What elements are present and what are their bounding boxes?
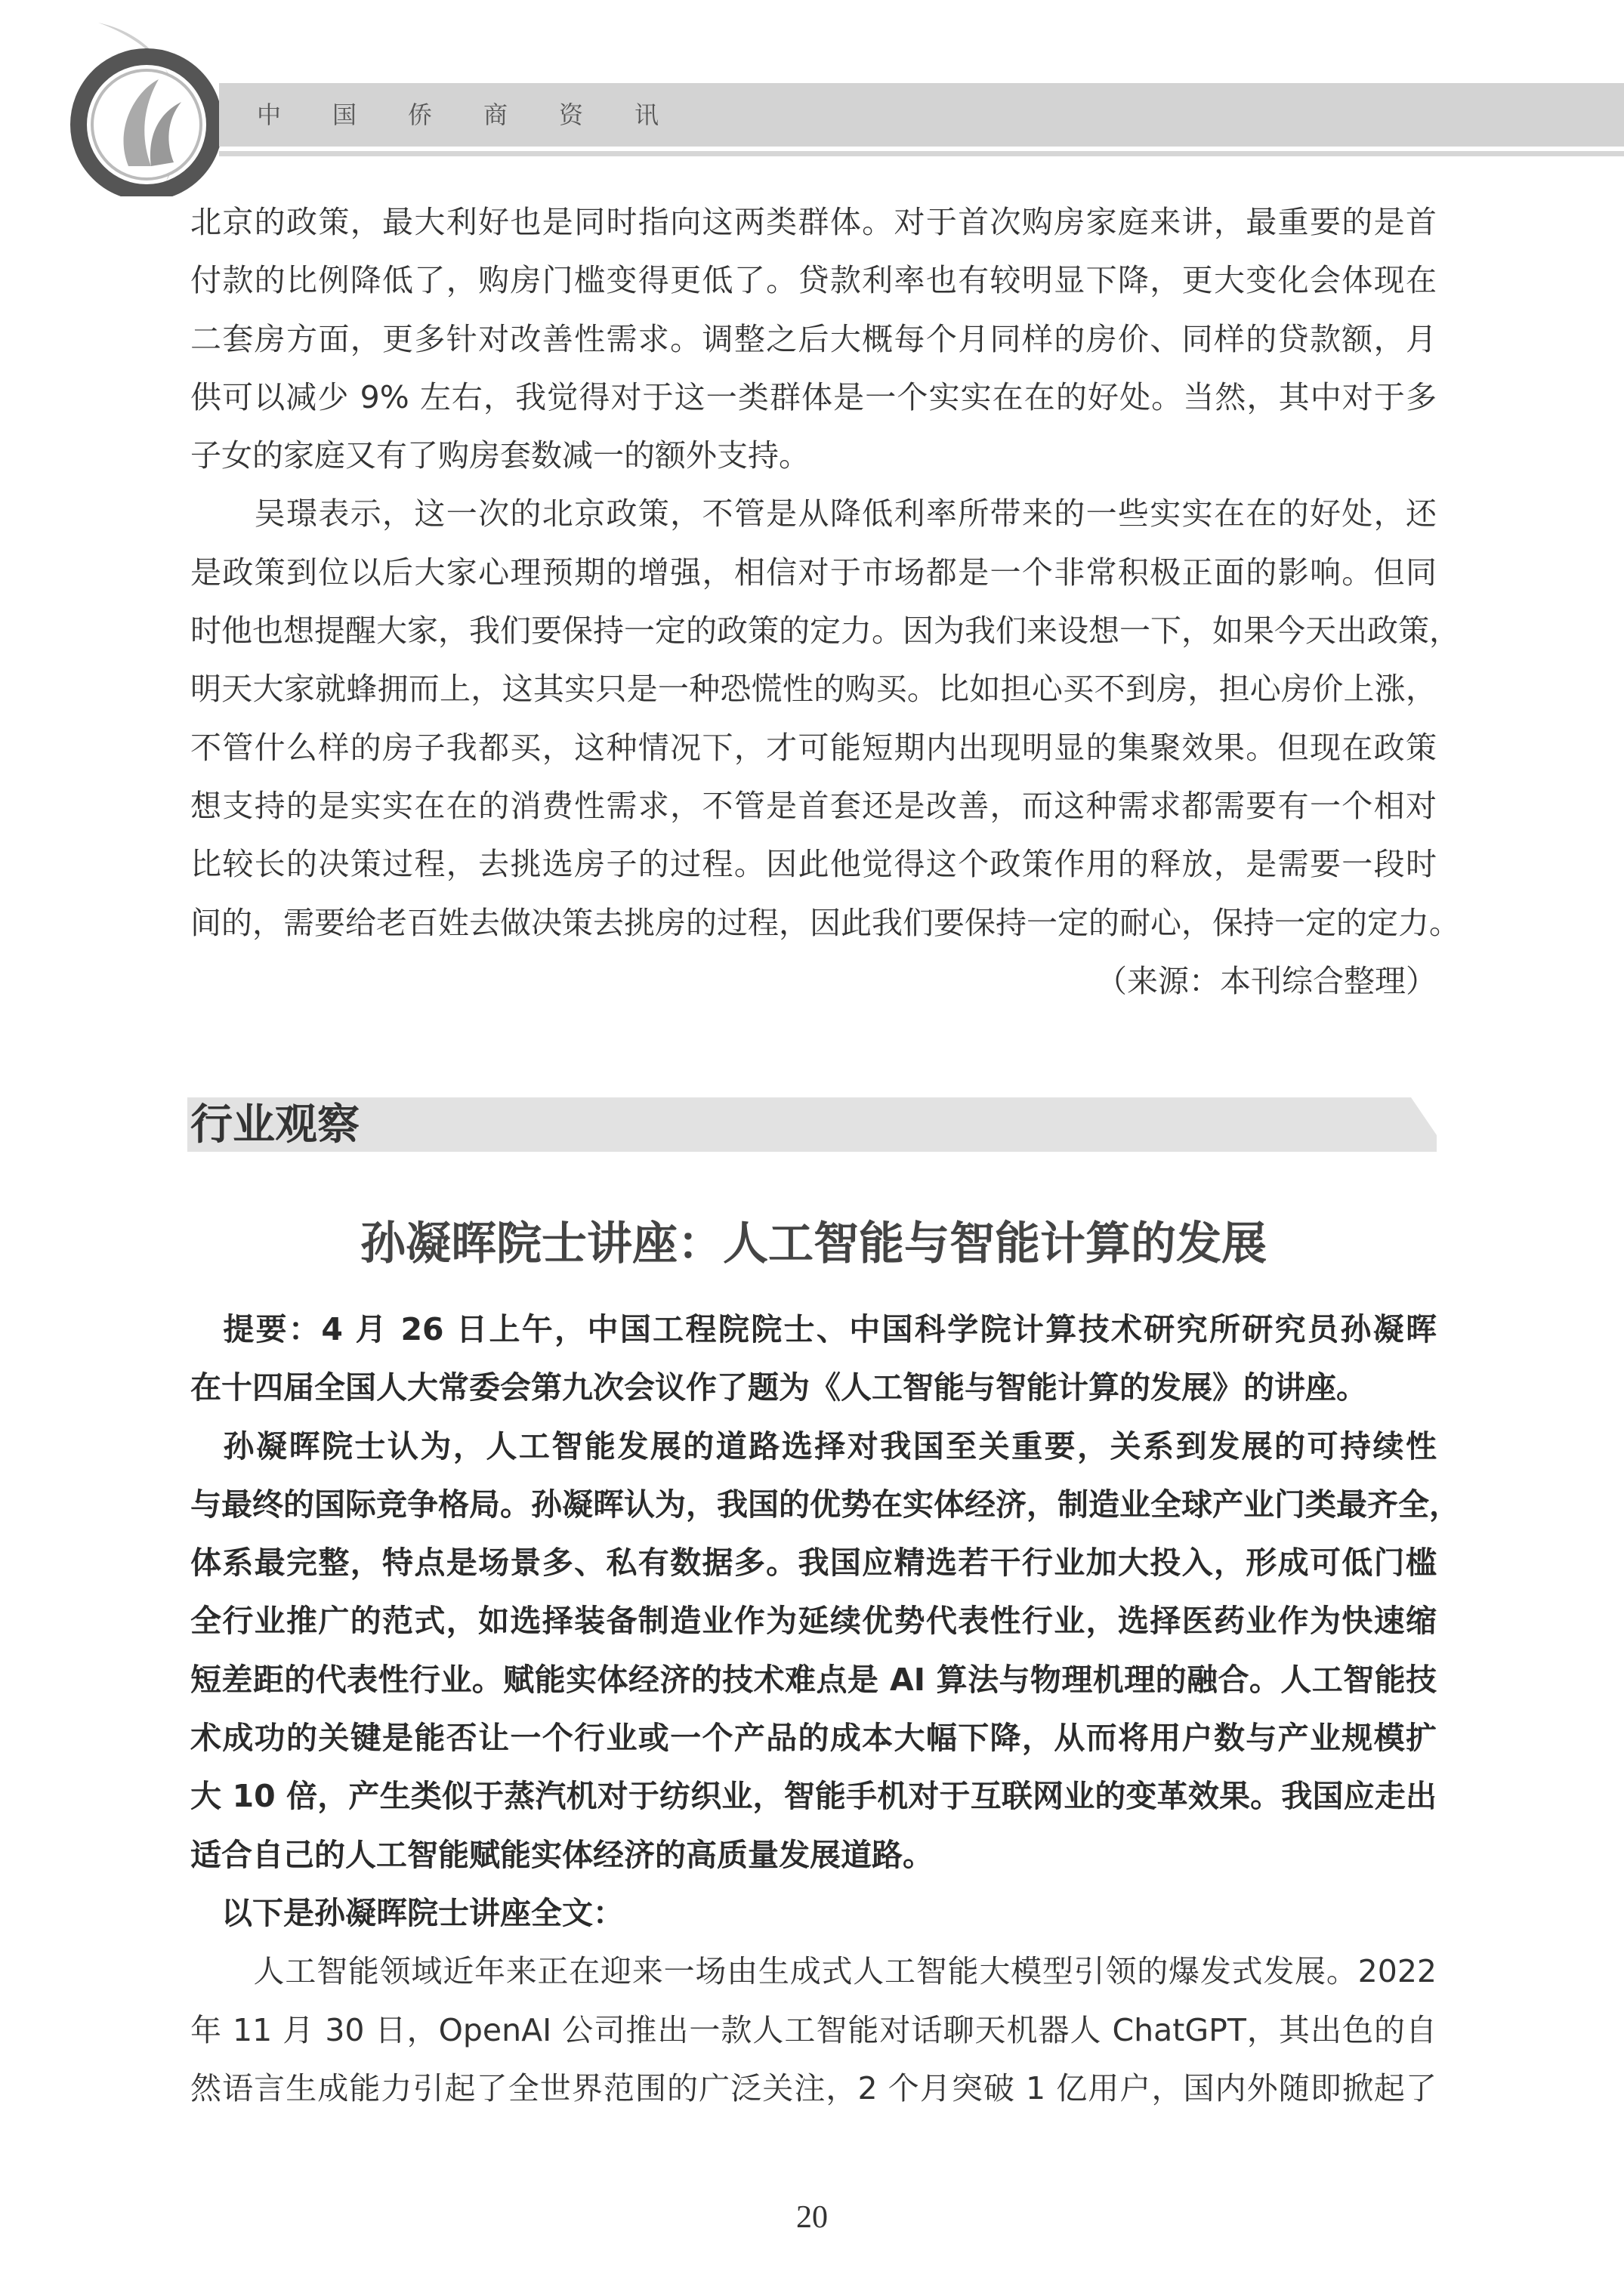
text-line: 想支持的是实实在在的消费性需求，不管是首套还是改善，而这种需求都需要有一个相对	[190, 787, 1437, 824]
text-line: 不管什么样的房子我都买，这种情况下，才可能短期内出现明显的集聚效果。但现在政策	[190, 729, 1437, 766]
abstract-line: 在十四届全国人大常委会第九次会议作了题为《人工智能与智能计算的发展》的讲座。	[190, 1369, 1367, 1406]
text-line: 吴璟表示，这一次的北京政策，不管是从降低利率所带来的一些实实在在的好处，还	[190, 495, 1437, 532]
text-line: 时他也想提醒大家，我们要保持一定的政策的定力。因为我们来设想一下，如果今天出政策，	[190, 613, 1460, 650]
text-line: 北京的政策，最大利好也是同时指向这两类群体。对于首次购房家庭来讲，最重要的是首	[190, 204, 1437, 240]
source-note: （来源：本刊综合整理）	[1096, 962, 1437, 999]
summary-line: 孙凝晖院士认为，人工智能发展的道路选择对我国至关重要，关系到发展的可持续性	[190, 1427, 1437, 1464]
header-divider	[219, 151, 1624, 156]
article-continuation	[190, 193, 1460, 1011]
text-line: 人工智能领域近年来正在迎来一场由生成式人工智能大模型引领的爆发式发展。2022	[190, 1953, 1437, 1990]
summary-line: 与最终的国际竞争格局。孙凝晖认为，我国的优势在实体经济，制造业全球产业门类最齐全，	[190, 1486, 1460, 1523]
intro-line: 以下是孙凝晖院士讲座全文：	[190, 1894, 624, 1931]
text-line: 年 11 月 30 日，OpenAI 公司推出一款人工智能对话聊天机器人 ChatGPT，其出色的自	[190, 2011, 1437, 2048]
text-line: 然语言生成能力引起了全世界范围的广泛关注，2 个月突破 1 亿用户，国内外随即掀起了	[190, 2069, 1437, 2106]
text-line: 付款的比例降低了，购房门槛变得更低了。贷款利率也有较明显下降，更大变化会体现在	[190, 262, 1437, 299]
text-line: 子女的家庭又有了购房套数减一的额外支持。	[190, 437, 810, 474]
section-header	[187, 1097, 1437, 1152]
text-line: 是政策到位以后大家心理预期的增强，相信对于市场都是一个非常积极正面的影响。但同	[190, 554, 1437, 591]
summary-line: 大 10 倍，产生类似于蒸汽机对于纺织业，智能手机对于互联网业的变革效果。我国应走出	[190, 1778, 1437, 1815]
summary-line: 体系最完整，特点是场景多、私有数据多。我国应精选若干行业加大投入，形成可低门槛	[190, 1545, 1437, 1582]
summary-line: 术成功的关键是能否让一个行业或一个产品的成本大幅下降，从而将用户数与产业规模扩	[190, 1720, 1437, 1757]
summary-line: 全行业推广的范式，如选择装备制造业作为延续优势代表性行业，选择医药业作为快速缩	[190, 1603, 1437, 1640]
text-line: 二套房方面，更多针对改善性需求。调整之后大概每个月同样的房价、同样的贷款额，月	[190, 320, 1437, 357]
section-label: 行业观察	[190, 1100, 360, 1150]
section-band	[187, 1097, 1437, 1152]
page-number: 20	[796, 2200, 828, 2235]
masthead-title: 中国侨商资讯	[257, 100, 711, 129]
article-body	[190, 1301, 1460, 2118]
summary-line: 短差距的代表性行业。赋能实体经济的技术难点是 AI 算法与物理机理的融合。人工智能技	[190, 1661, 1437, 1698]
text-line: 明天大家就蜂拥而上，这其实只是一种恐慌性的购买。比如担心买不到房，担心房价上涨，	[190, 671, 1437, 708]
text-line: 间的，需要给老百姓去做决策去挑房的过程，因此我们要保持一定的耐心，保持一定的定力。	[190, 904, 1460, 941]
article-title: 孙凝晖院士讲座：人工智能与智能计算的发展	[360, 1217, 1267, 1270]
text-line: 供可以减少 9% 左右，我觉得对于这一类群体是一个实实在在的好处。当然，其中对于多	[190, 378, 1437, 415]
summary-line: 适合自己的人工智能赋能实体经济的高质量发展道路。	[190, 1836, 934, 1873]
text-line: 比较长的决策过程，去挑选房子的过程。因此他觉得这个政策作用的释放，是需要一段时	[190, 846, 1437, 883]
abstract-line: 提要：4 月 26 日上午，中国工程院院士、中国科学院计算技术研究所研究员孙凝晖	[190, 1311, 1437, 1347]
